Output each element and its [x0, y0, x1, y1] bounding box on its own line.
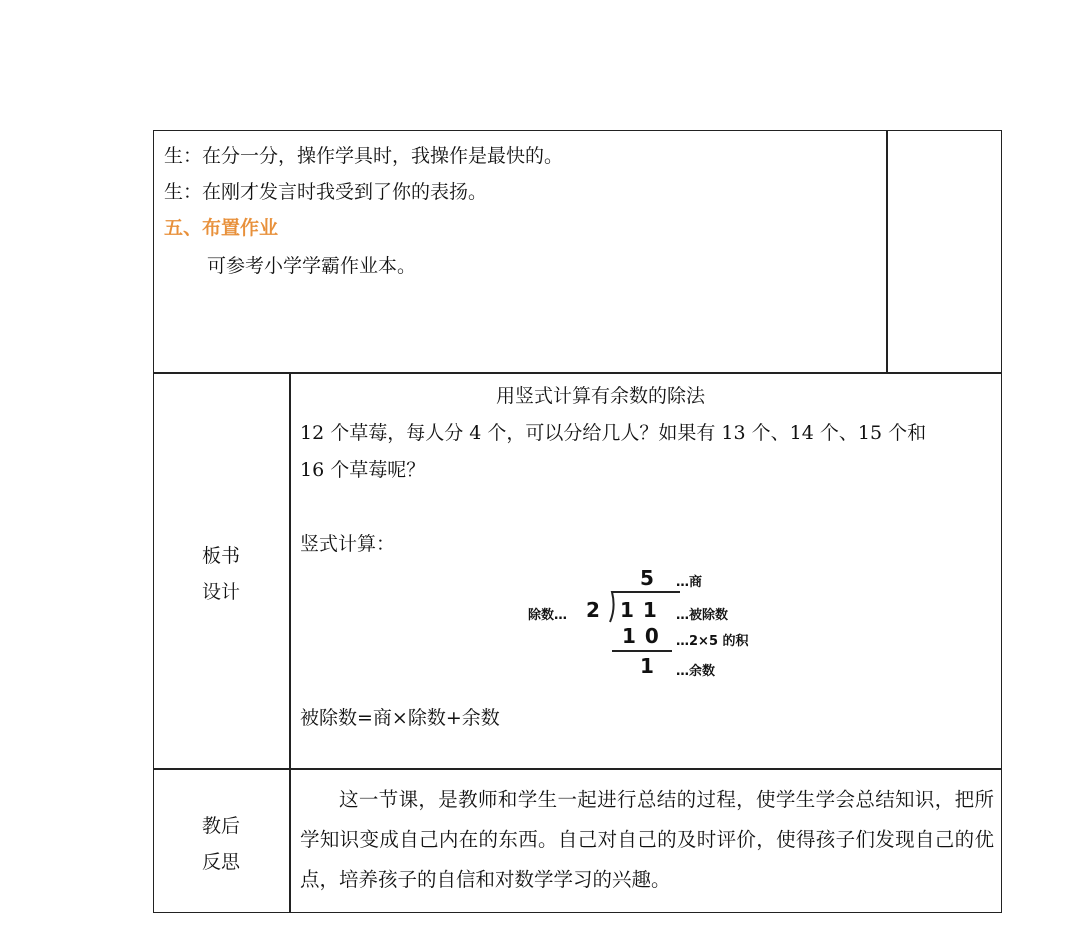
board-label	[153, 538, 289, 610]
quotient-note: …商	[676, 575, 703, 590]
product: 10	[622, 624, 668, 648]
student-remark-1: 生：在分一分，操作学具时，我操作是最快的。	[164, 145, 564, 167]
division-bracket	[520, 560, 820, 690]
long-division-diagram	[520, 560, 820, 690]
board-label-line2: 设计	[201, 581, 240, 603]
homework-heading: 五、布置作业	[164, 217, 279, 239]
reflection-label	[153, 808, 289, 880]
product-note: …2×5 的积	[676, 634, 749, 649]
reflection-label-line2: 反思	[201, 851, 240, 873]
formula: 被除数=商×除数+余数	[300, 707, 500, 729]
divisor: 2	[586, 598, 609, 622]
problem-line-1: 12 个草莓，每人分 4 个，可以分给几人？如果有 13 个、14 个、15 个和	[300, 422, 927, 444]
method-label: 竖式计算：	[300, 533, 396, 555]
reflection-text: 这一节课，是教师和学生一起进行总结的过程，使学生学会总结知识，把所学知识变成自己内在的东西。自己对自己的及时评价，使得孩子们发现自己的优点，培养孩子的自信和对数学学习的兴趣。	[300, 788, 994, 891]
dividend-note: …被除数	[676, 608, 729, 623]
remainder-note: …余数	[676, 664, 716, 679]
table-divider	[886, 130, 888, 373]
student-remark-2: 生：在刚才发言时我受到了你的表扬。	[164, 181, 488, 203]
divisor-note: 除数…	[528, 608, 568, 623]
table-divider	[153, 372, 1002, 374]
problem-line-2: 16 个草莓呢？	[300, 459, 426, 481]
table-divider	[289, 372, 291, 913]
reflection-label-line1: 教后	[201, 815, 240, 837]
quotient: 5	[640, 566, 663, 590]
table-divider	[153, 768, 1002, 770]
dividend: 11	[620, 598, 666, 622]
homework-text: 可参考小学学霸作业本。	[207, 255, 417, 277]
board-title: 用竖式计算有余数的除法	[496, 385, 706, 407]
remainder: 1	[640, 654, 663, 678]
board-label-line1: 板书	[201, 545, 240, 567]
